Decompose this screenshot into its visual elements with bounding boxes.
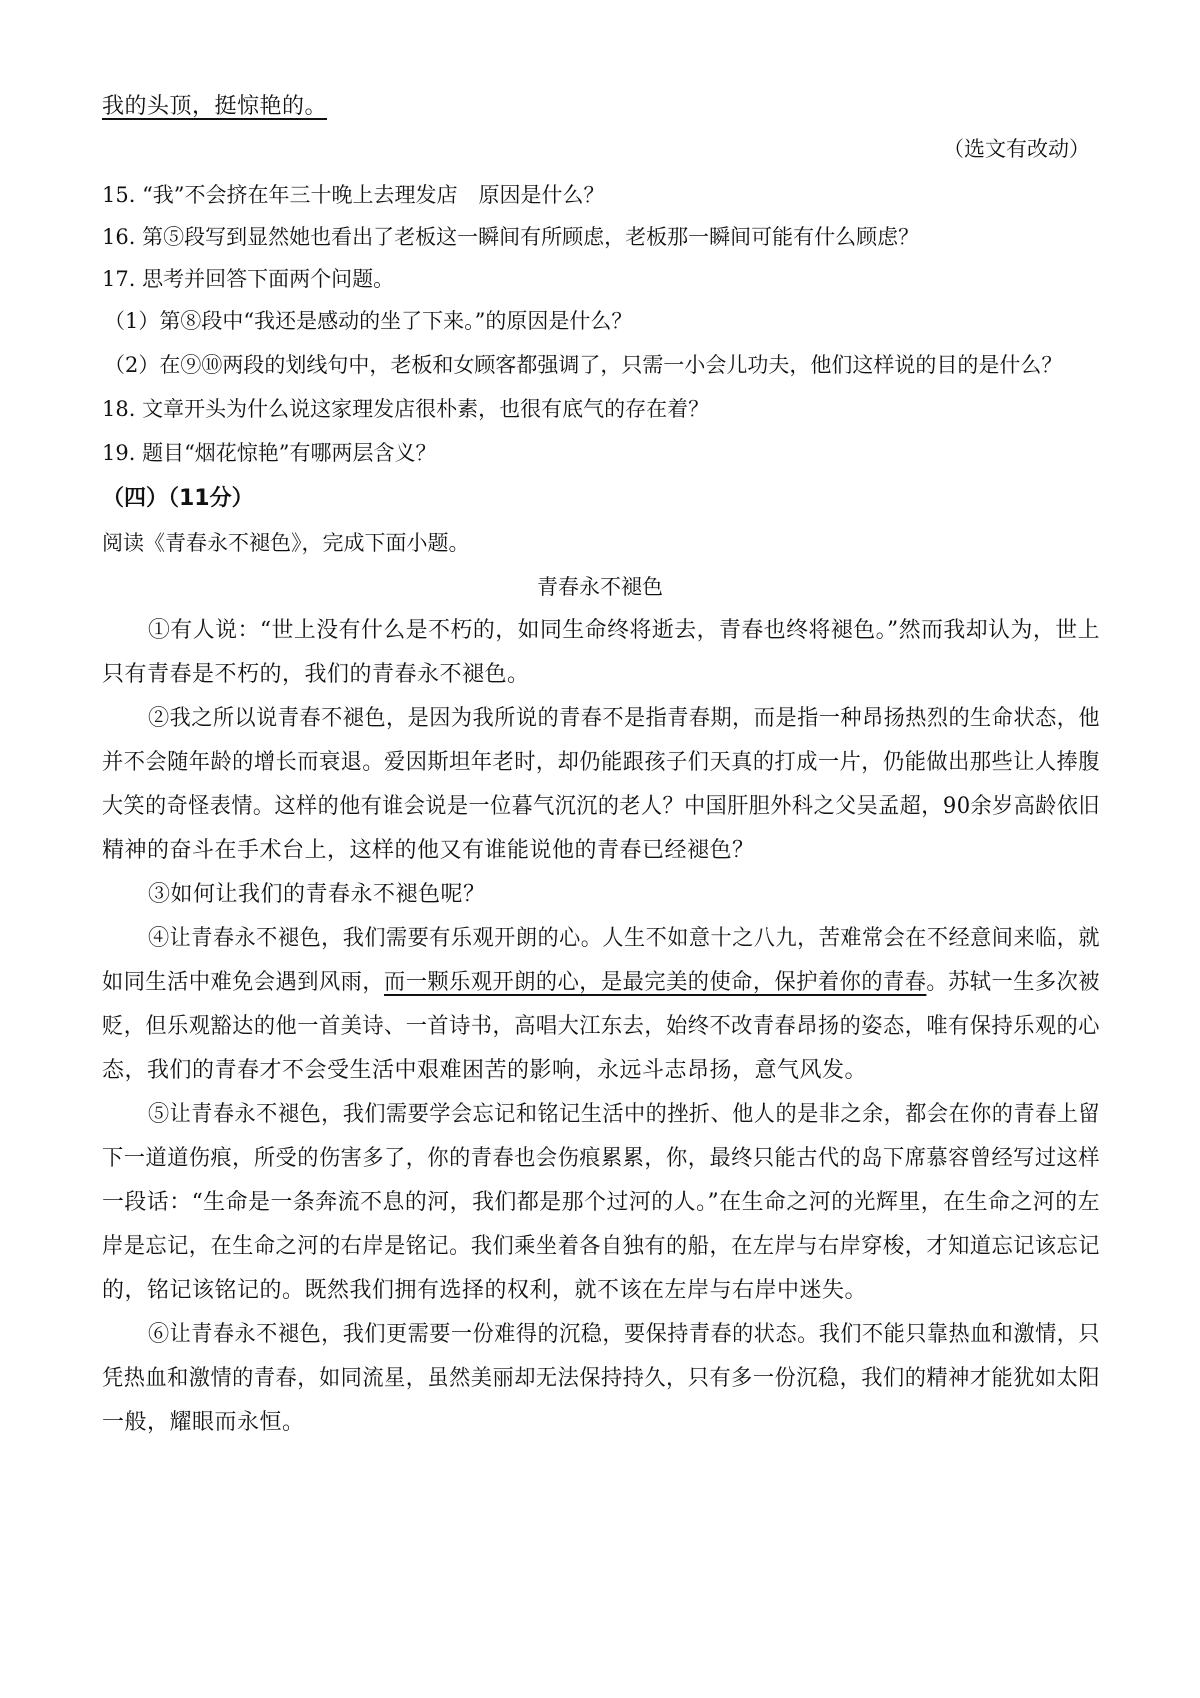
underlined-sentence: 而一颗乐观开朗的心，是最完美的使命，保护着你的青春 xyxy=(384,970,927,995)
paragraph-5-line: 岸是忘记，在生命之河的右岸是铭记。我们乘坐着各自独有的船，在左岸与右岸穿梭，才知道忘记该忘记 xyxy=(102,1234,1100,1259)
paragraph-4-text: 如同生活中难免会遇到风雨， xyxy=(102,970,385,995)
paragraph-2-line: 并不会随年龄的增长而衰退。爱因斯坦年老时，却仍能跟孩子们天真的打成一片，仍能做出那些让人捧腹 xyxy=(102,750,1100,775)
reading-instruction: 阅读《青春永不褪色》，完成下面小题。 xyxy=(102,531,470,555)
question-17: 17. 思考并回答下面两个问题。 xyxy=(102,267,395,291)
question-16: 16. 第⑤段写到显然她也看出了老板这一瞬间有所顾虑，老板那一瞬间可能有什么顾虑？ xyxy=(102,225,920,249)
paragraph-2-line: 精神的奋斗在手术台上，这样的他又有谁能说他的青春已经褪色？ xyxy=(102,838,755,863)
article-title: 青春永不褪色 xyxy=(537,575,663,599)
paragraph-4-line: 态，我们的青春才不会受生活中艰难困苦的影响，永远斗志昂扬，意气风发。 xyxy=(102,1058,868,1083)
source-note: （选文有改动） xyxy=(943,137,1090,161)
paragraph-6-line: 凭热血和激情的青春，如同流星，虽然美丽却无法保持持久，只有多一份沉稳，我们的精神才能犹如太阳 xyxy=(102,1366,1100,1391)
previous-passage-fragment: 我的头顶，挺惊艳的。 xyxy=(102,94,328,119)
paragraph-6-line: ⑥让青春永不褪色，我们更需要一份难得的沉稳，要保持青春的状态。我们不能只靠热血和激情，只 xyxy=(148,1322,1100,1347)
paragraph-6-line: 一般，耀眼而永恒。 xyxy=(102,1410,305,1435)
paragraph-4-text: 。苏轼一生多次被 xyxy=(926,970,1100,995)
paragraph-4-line: ④让青春永不褪色，我们需要有乐观开朗的心。人生不如意十之八九，苦难常会在不经意间来临，就 xyxy=(148,926,1100,951)
question-18: 18. 文章开头为什么说这家理发店很朴素，也很有底气的存在着？ xyxy=(102,397,710,421)
paragraph-2-line: 大笑的奇怪表情。这样的他有谁会说是一位暮气沉沉的老人？中国肝胆外科之父吴孟超，90余岁高龄依旧 xyxy=(102,794,1100,819)
question-15: 15. “我”不会挤在年三十晚上去理发店 原因是什么？ xyxy=(102,183,605,207)
paragraph-2-line: ②我之所以说青春不褪色，是因为我所说的青春不是指青春期，而是指一种昂扬热烈的生命状态，他 xyxy=(148,706,1100,731)
question-17-part-1: （1）第⑧段中“我还是感动的坐了下来。”的原因是什么？ xyxy=(104,309,633,333)
paragraph-1-line: ①有人说：“世上没有什么是不朽的，如同生命终将逝去，青春也终将褪色。”然而我却认为，世上 xyxy=(148,618,1101,643)
section-header: （四）（11分） xyxy=(102,486,254,511)
paragraph-5-line: 一段话：“生命是一条奔流不息的河，我们都是那个过河的人。”在生命之河的光辉里，在生命之河的左 xyxy=(102,1190,1100,1215)
paragraph-1-line: 只有青春是不朽的，我们的青春永不褪色。 xyxy=(102,662,530,687)
question-17-part-2: （2）在⑨⑩两段的划线句中，老板和女顾客都强调了，只需一小会儿功夫，他们这样说的目的是什么？ xyxy=(104,353,1063,377)
paragraph-5-line: 的，铭记该铭记的。既然我们拥有选择的权利，就不该在左岸与右岸中迷失。 xyxy=(102,1278,868,1303)
paragraph-5-line: 下一道道伤痕，所受的伤害多了，你的青春也会伤痕累累，你，最终只能古代的岛下席慕容曾经写过这样 xyxy=(102,1146,1100,1171)
paragraph-4-line: 贬，但乐观豁达的他一首美诗、一首诗书，高唱大江东去，始终不改青春昂扬的姿态，唯有保持乐观的心 xyxy=(102,1014,1100,1039)
paragraph-5-line: ⑤让青春永不褪色，我们需要学会忘记和铭记生活中的挫折、他人的是非之余，都会在你的青春上留 xyxy=(148,1102,1100,1127)
paragraph-4-line xyxy=(102,968,1100,998)
question-19: 19. 题目“烟花惊艳”有哪两层含义？ xyxy=(102,441,437,465)
paragraph-3-line: ③如何让我们的青春永不褪色呢？ xyxy=(148,882,486,907)
